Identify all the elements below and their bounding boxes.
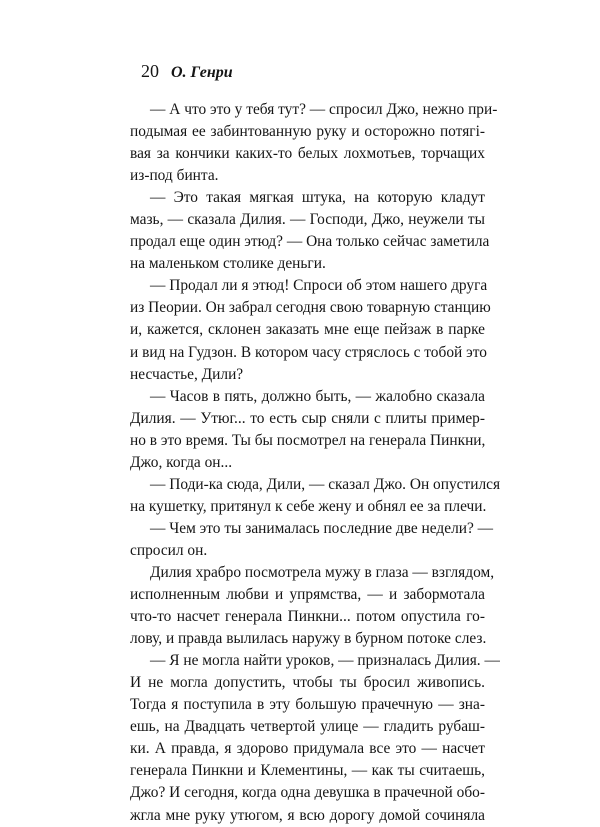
text-line: на маленьком столике деньги. <box>130 255 326 273</box>
text-line: из-под бинта. <box>130 167 219 185</box>
page-number: 20 <box>141 61 159 81</box>
body-text <box>130 99 501 827</box>
text-line: — Поди-ка сюда, Дили, — сказал Джо. Он опустился <box>150 475 501 493</box>
text-line: и, кажется, склонен заказать мне еще пейзаж в парке <box>130 321 485 339</box>
text-line: Дилия. — Утюг... то есть сыр сняли с плиты пример- <box>130 409 485 427</box>
text-line: лову, и правда вылилась наружу в бурном потоке слез. <box>130 630 487 648</box>
text-line: мазь, — сказала Дилия. — Господи, Джо, неужели ты <box>130 211 485 229</box>
text-line: вая за кончики каких-то белых лохмотьев, торчащих <box>130 145 485 163</box>
text-line: спросил он. <box>130 541 208 559</box>
text-line: ешь, на Двадцать четвертой улице — гладить рубаш- <box>130 718 485 736</box>
text-line: — Я не могла найти уроков, — призналась Дилия. — <box>150 652 500 670</box>
page-header <box>141 61 233 83</box>
text-line: — Это такая мягкая штука, на которую кладут <box>150 189 485 207</box>
text-line: — Продал ли я этюд! Спроси об этом нашего друга <box>150 277 488 295</box>
text-line: Джо? И сегодня, когда одна девушка в прачечной обо- <box>130 784 485 802</box>
text-line: — Часов в пять, должно быть, — жалобно сказала <box>150 387 485 405</box>
text-line: И не могла допустить, чтобы ты бросил живопись. <box>130 674 485 692</box>
text-line: продал еще один этюд? — Она только сейчас заметила <box>130 233 490 251</box>
text-line: Джо, когда он... <box>130 453 233 471</box>
text-line: ки. А правда, я здорово придумала все это — насчет <box>130 740 485 758</box>
text-line: генерала Пинкни и Клементины, — как ты считаешь, <box>130 762 485 780</box>
text-line: Тогда я поступила в эту большую прачечную — зна- <box>130 696 485 714</box>
text-line: Дилия храбро посмотрела мужу в глаза — взглядом, <box>150 563 495 581</box>
text-line: — А что это у тебя тут? — спросил Джо, нежно при- <box>150 101 498 118</box>
text-line: на кушетку, притянул к себе жену и обнял ее за плечи. <box>130 497 487 515</box>
text-line: что-то насчет генерала Пинкни... потом опустила го- <box>130 608 485 626</box>
text-line: из Пеории. Он забрал сегодня свою товарную станцию <box>130 299 491 317</box>
text-line: — Чем это ты занималась последние две недели? — <box>150 519 494 537</box>
text-line: жгла мне руку утюгом, я всю дорогу домой сочиняла <box>130 806 485 824</box>
text-line: подымая ее забинтованную руку и осторожно потягі- <box>130 123 485 141</box>
text-line: и вид на Гудзон. В котором часу стряслось с тобой это <box>130 343 487 361</box>
running-head: О. Генри <box>171 64 233 81</box>
text-line: исполненным любви и упрямства, — и забормотала <box>130 586 485 604</box>
text-line: но в это время. Ты бы посмотрел на генерала Пинкни, <box>130 431 486 449</box>
text-line: несчастье, Дили? <box>130 365 244 383</box>
